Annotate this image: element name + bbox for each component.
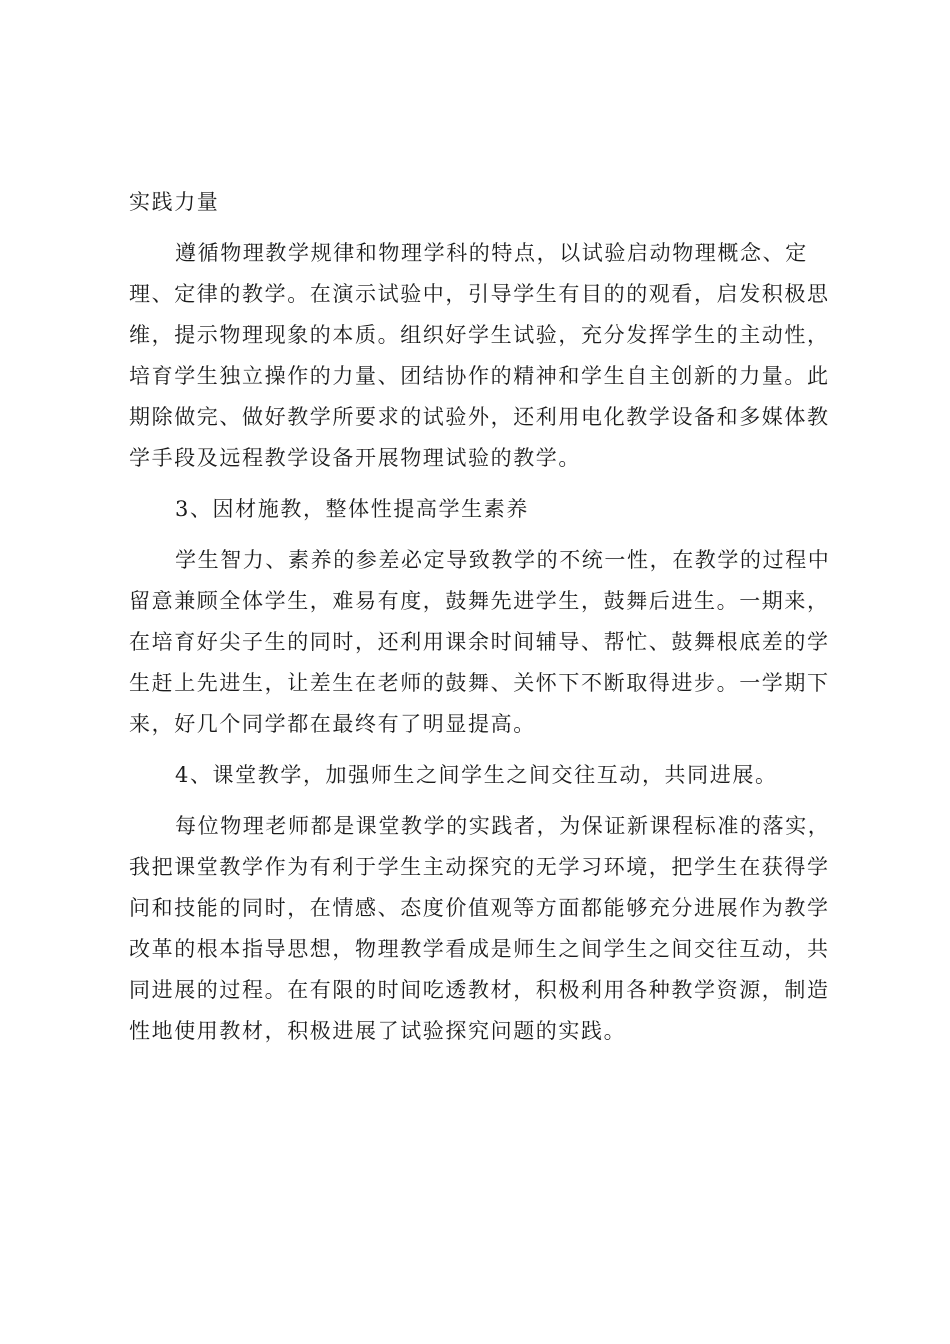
- text-line: 4、课堂教学，加强师生之间学生之间交往互动，共同进展。: [175, 763, 778, 787]
- paragraph-individualized-teaching: [129, 540, 833, 745]
- section-heading-4: [129, 755, 833, 796]
- text-line: 理、定律的教学。在演示试验中，引导学生有目的的观看，启发积极思: [129, 282, 830, 306]
- continuation-heading: [129, 182, 833, 223]
- text-line: 学生智力、素养的参差必定导致教学的不统一性，在教学的过程中: [175, 548, 831, 572]
- paragraph-classroom-teaching: [129, 806, 833, 1052]
- text-line: 3、因材施教，整体性提高学生素养: [175, 497, 529, 521]
- text-line: 遵循物理教学规律和物理学科的特点，以试验启动物理概念、定: [175, 241, 808, 265]
- text-line: 性地使用教材，积极进展了试验探究问题的实践。: [129, 1019, 627, 1043]
- text-line: 我把课堂教学作为有利于学生主动探究的无学习环境，把学生在获得学: [129, 855, 830, 879]
- text-line: 问和技能的同时，在情感、态度价值观等方面都能够充分进展作为教学: [129, 896, 830, 920]
- text-line: 实践力量: [129, 190, 220, 214]
- text-line: 来，好几个同学都在最终有了明显提高。: [129, 712, 536, 736]
- document-body: [129, 182, 833, 1052]
- text-line: 每位物理老师都是课堂教学的实践者，为保证新课程标准的落实，: [175, 814, 831, 838]
- text-line: 留意兼顾全体学生，难易有度，鼓舞先进学生，鼓舞后进生。一期来，: [129, 589, 830, 613]
- text-line: 改革的根本指导思想，物理教学看成是师生之间学生之间交往互动，共: [129, 937, 830, 961]
- paragraph-experiment-teaching: [129, 233, 833, 479]
- text-line: 期除做完、做好教学所要求的试验外，还利用电化教学设备和多媒体教: [129, 405, 830, 429]
- text-line: 同进展的过程。在有限的时间吃透教材，积极利用各种教学资源，制造: [129, 978, 830, 1002]
- section-heading-3: [129, 489, 833, 530]
- text-line: 在培育好尖子生的同时，还利用课余时间辅导、帮忙、鼓舞根底差的学: [129, 630, 830, 654]
- text-line: 培育学生独立操作的力量、团结协作的精神和学生自主创新的力量。此: [129, 364, 830, 388]
- text-line: 学手段及远程教学设备开展物理试验的教学。: [129, 446, 581, 470]
- text-line: 维，提示物理现象的本质。组织好学生试验，充分发挥学生的主动性，: [129, 323, 830, 347]
- text-line: 生赶上先进生，让差生在老师的鼓舞、关怀下不断取得进步。一学期下: [129, 671, 830, 695]
